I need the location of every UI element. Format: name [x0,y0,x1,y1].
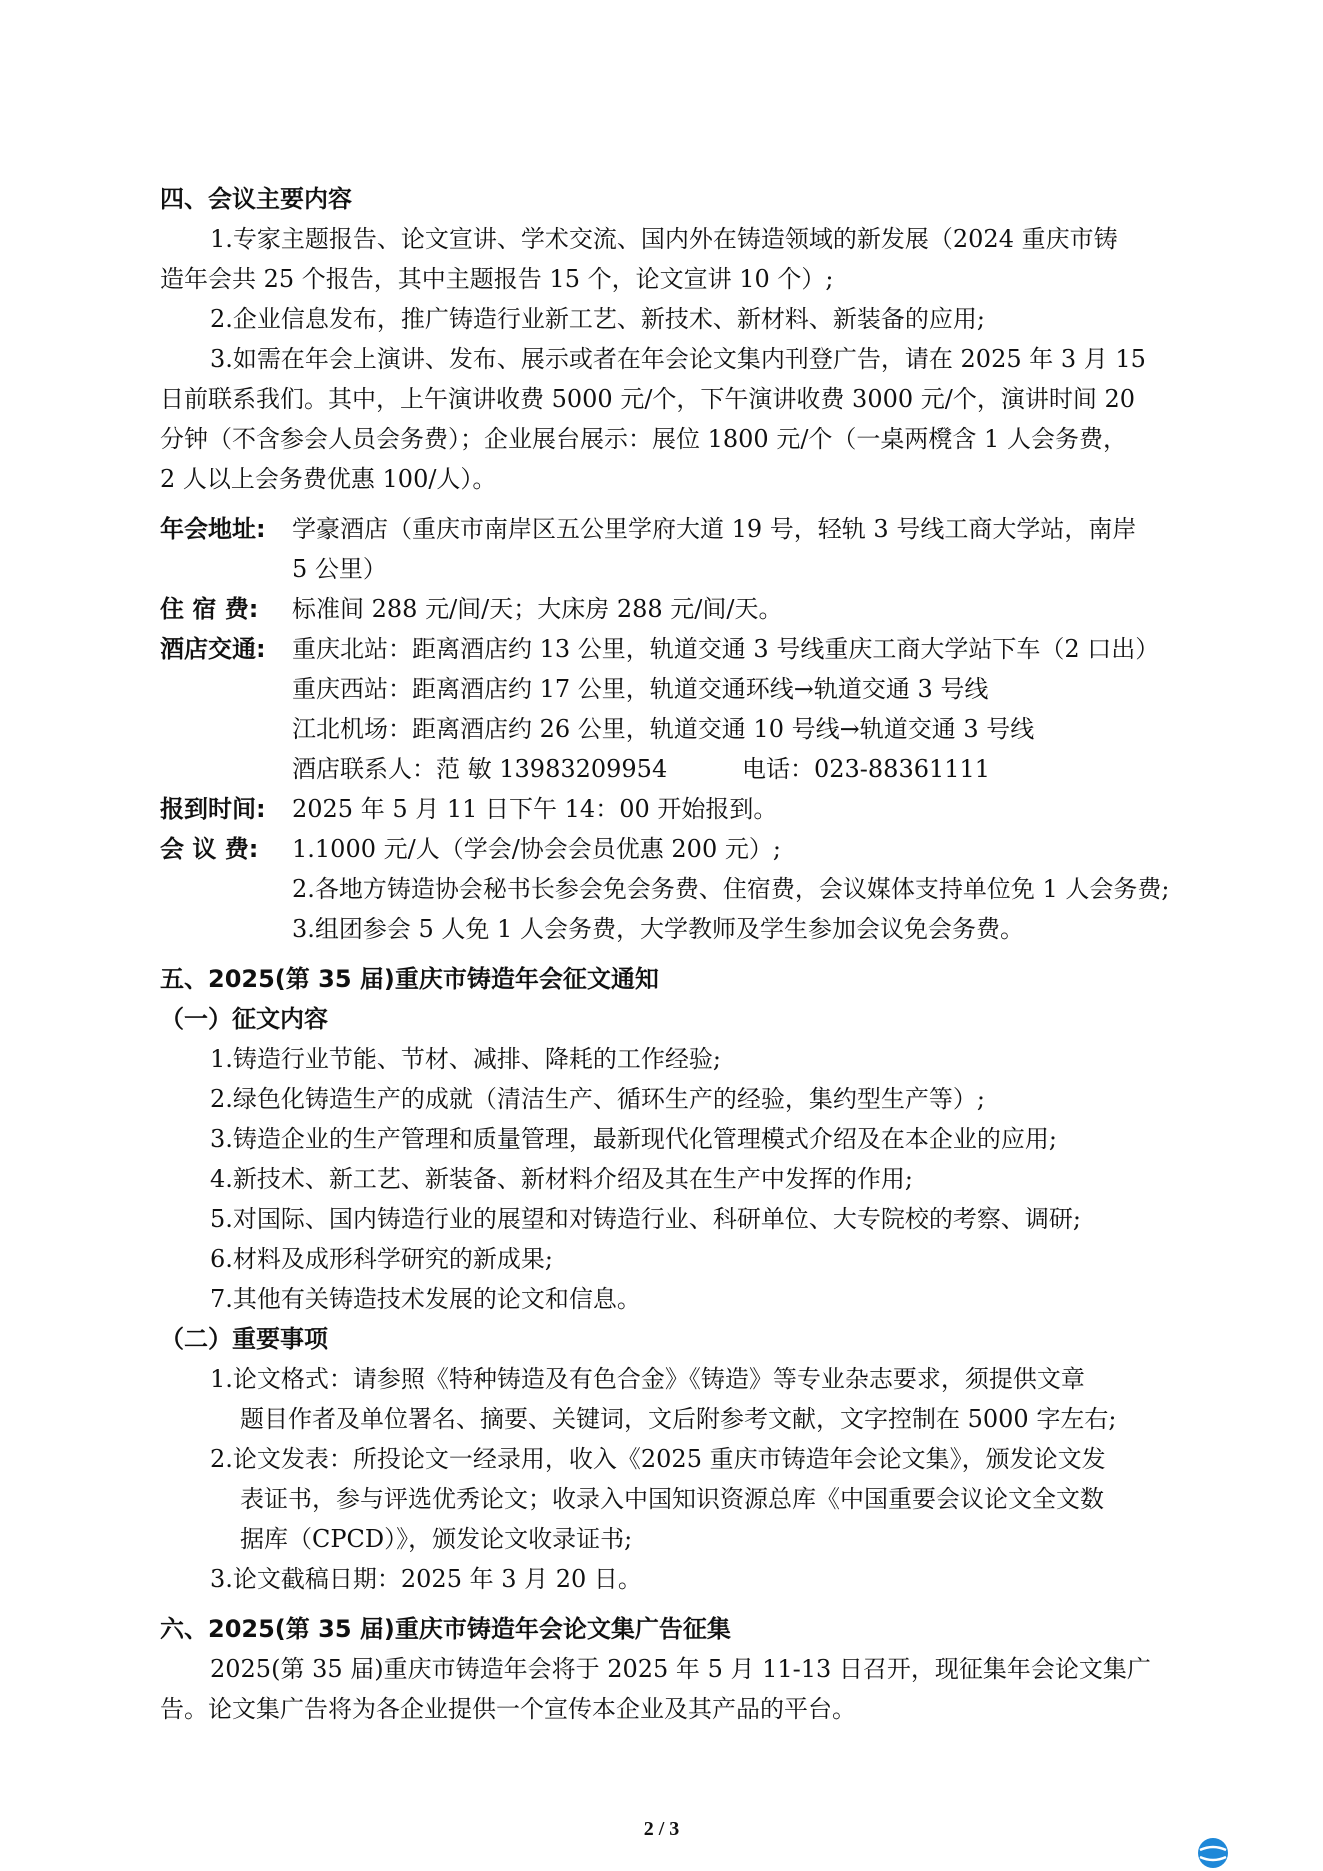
list-item: 3.铸造企业的生产管理和质量管理，最新现代化管理模式介绍及在本企业的应用; [210,1125,1057,1153]
note-3: 3.论文截稿日期：2025 年 3 月 20 日。 [210,1565,642,1593]
list-item: 4.新技术、新工艺、新装备、新材料介绍及其在生产中发挥的作用; [210,1165,913,1193]
s4-item-3-line-2: 日前联系我们。其中，上午演讲收费 5000 元/个，下午演讲收费 3000 元/个，演讲时间 20 [160,385,1136,413]
hotel-contact: 酒店联系人：范 敏 13983209954 [292,755,668,783]
lodging-row [160,592,782,626]
registration-value: 2025 年 5 月 11 日下午 14：00 开始报到。 [292,795,778,823]
list-item: 7.其他有关铸造技术发展的论文和信息。 [210,1285,641,1313]
fee-item-2: 2.各地方铸造协会秘书长参会免会务费、住宿费，会议媒体支持单位免 1 人会务费; [292,875,1170,903]
section-4-heading: 四、会议主要内容 [160,185,352,213]
registration-row [160,792,777,826]
venue-value-line-2: 5 公里） [292,555,387,583]
traffic-west-station: 重庆西站：距离酒店约 17 公里，轨道交通环线→轨道交通 3 号线 [292,675,989,703]
note-2-line-3: 据库（CPCD）》，颁发论文收录证书; [240,1525,633,1553]
list-item: 6.材料及成形科学研究的新成果; [210,1245,553,1273]
s4-item-3-line-3: 分钟（不含参会人员会务费）；企业展台展示：展位 1800 元/个（一桌两櫈含 1 人会务费， [160,425,1127,453]
list-item: 2.绿色化铸造生产的成就（清洁生产、循环生产的经验，集约型生产等）; [210,1085,985,1113]
lodging-value: 标准间 288 元/间/天；大床房 288 元/间/天。 [292,595,783,623]
section-5-heading: 五、2025(第 35 届)重庆市铸造年会征文通知 [160,965,659,993]
s5-subheading-2: （二）重要事项 [160,1325,328,1353]
fee-row [160,832,781,866]
fee-item-1: 1.1000 元/人（学会/协会会员优惠 200 元）; [292,835,781,863]
traffic-label: 酒店交通: [160,635,266,663]
traffic-airport: 江北机场：距离酒店约 26 公里，轨道交通 10 号线→轨道交通 3 号线 [292,715,1035,743]
venue-value: 学豪酒店（重庆市南岸区五公里学府大道 19 号，轻轨 3 号线工商大学站，南岸 [292,515,1137,543]
list-item: 1.铸造行业节能、节材、减排、降耗的工作经验; [210,1045,721,1073]
s4-item-1-line-1: 1.专家主题报告、论文宣讲、学术交流、国内外在铸造领域的新发展（2024 重庆市铸 [210,225,1118,253]
s5-subheading-1: （一）征文内容 [160,1005,328,1033]
venue-row [160,512,1136,546]
traffic-north-station: 重庆北站：距离酒店约 13 公里，轨道交通 3 号线重庆工商大学站下车（2 口出） [292,635,1160,663]
note-1-line-2: 题目作者及单位署名、摘要、关键词，文后附参考文献，文字控制在 5000 字左右; [240,1405,1117,1433]
hotel-phone: 电话：023-88361111 [742,755,991,783]
list-item: 5.对国际、国内铸造行业的展望和对铸造行业、科研单位、大专院校的考察、调研; [210,1205,1081,1233]
traffic-row [160,632,1159,666]
note-2-line-2: 表证书，参与评选优秀论文；收录入中国知识资源总库《中国重要会议论文全文数 [240,1485,1104,1513]
section-6-heading: 六、2025(第 35 届)重庆市铸造年会论文集广告征集 [160,1615,731,1643]
s4-item-2: 2.企业信息发布，推广铸造行业新工艺、新技术、新材料、新装备的应用; [210,305,985,333]
fee-label: 会 议 费: [160,835,259,863]
s6-paragraph-line-2: 告。论文集广告将为各企业提供一个宣传本企业及其产品的平台。 [160,1695,856,1723]
registration-label: 报到时间: [160,795,266,823]
page-number: 2 / 3 [643,1818,680,1840]
venue-label: 年会地址: [160,515,266,543]
s6-paragraph-line-1: 2025(第 35 届)重庆市铸造年会将于 2025 年 5 月 11-13 日召开，现征集年会论文集广 [210,1655,1151,1683]
s4-item-1-line-2: 造年会共 25 个报告，其中主题报告 15 个，论文宣讲 10 个）; [160,265,834,293]
s4-item-3-line-4: 2 人以上会务费优惠 100/人）。 [160,465,497,493]
globe-logo-icon [1196,1836,1230,1870]
note-1-line-1: 1.论文格式：请参照《特种铸造及有色合金》《铸造》等专业杂志要求，须提供文章 [210,1365,1085,1393]
lodging-label: 住 宿 费: [160,595,259,623]
note-2-line-1: 2.论文发表：所投论文一经录用，收入《2025 重庆市铸造年会论文集》，颁发论文发 [210,1445,1106,1473]
s4-item-3-line-1: 3.如需在年会上演讲、发布、展示或者在年会论文集内刊登广告，请在 2025 年 3 月 15 [210,345,1146,373]
fee-item-3: 3.组团参会 5 人免 1 人会务费，大学教师及学生参加会议免会务费。 [292,915,1024,943]
